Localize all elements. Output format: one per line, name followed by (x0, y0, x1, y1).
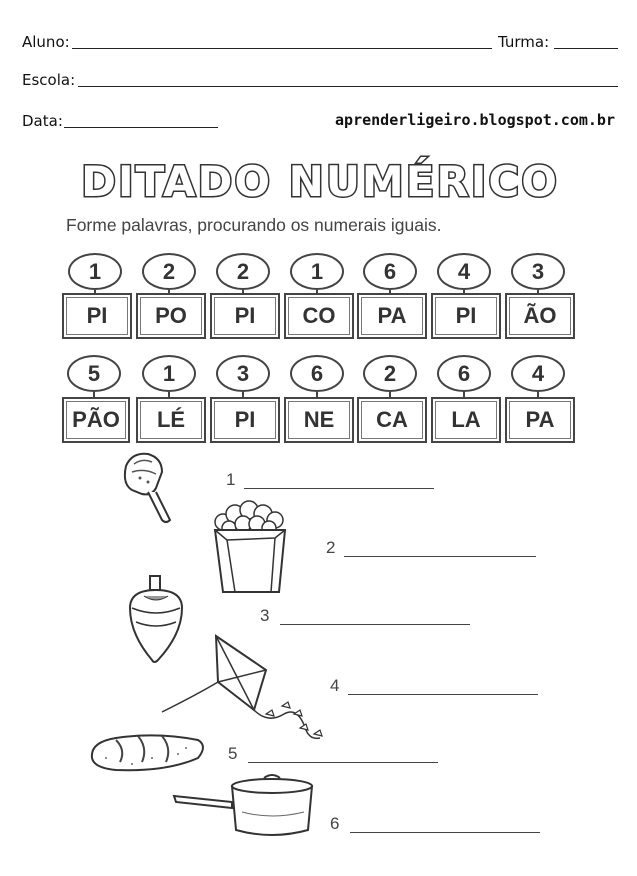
syllable-box: PI (62, 293, 132, 339)
aluno-label: Aluno: (22, 33, 70, 51)
syllable-box: ÃO (505, 293, 575, 339)
saucepan-icon (172, 772, 322, 842)
data-label: Data: (22, 112, 63, 130)
exercise-number: 1 (226, 470, 236, 489)
syllable-box: PA (357, 293, 427, 339)
number-circle: 1 (290, 253, 344, 290)
number-circle: 6 (437, 355, 491, 392)
syllable-box: PI (210, 293, 280, 339)
escola-line[interactable] (78, 86, 618, 87)
number-circle: 1 (68, 253, 122, 290)
syllable-box: LA (431, 397, 501, 443)
syllable-box: PÃO (62, 397, 130, 443)
exercise-number: 4 (330, 676, 340, 695)
turma-line[interactable] (554, 48, 618, 49)
number-circle: 3 (511, 253, 565, 290)
bread-icon (86, 728, 210, 776)
number-circle: 6 (363, 253, 417, 290)
popcorn-icon (205, 500, 295, 598)
answer-line[interactable] (344, 556, 536, 557)
instruction: Forme palavras, procurando os numerais iguais. (66, 215, 442, 235)
exercise-number: 2 (326, 538, 336, 557)
number-circle: 5 (67, 355, 121, 392)
worksheet-title (60, 150, 580, 208)
syllable-box: PA (505, 397, 575, 443)
turma-label: Turma: (498, 33, 550, 51)
answer-line[interactable] (248, 762, 438, 763)
syllable-box: NE (284, 397, 354, 443)
site-url: aprenderligeiro.blogspot.com.br (335, 111, 615, 129)
exercise-number: 6 (330, 814, 340, 833)
popsicle-icon (112, 448, 182, 528)
number-circle: 1 (142, 355, 196, 392)
answer-line[interactable] (348, 694, 538, 695)
syllable-box: PI (210, 397, 280, 443)
syllable-box: PI (431, 293, 501, 339)
answer-line[interactable] (244, 488, 434, 489)
number-circle: 4 (511, 355, 565, 392)
answer-line[interactable] (350, 832, 540, 833)
data-line[interactable] (64, 127, 218, 128)
exercise-number: 3 (260, 606, 270, 625)
number-circle: 2 (363, 355, 417, 392)
answer-line[interactable] (280, 624, 470, 625)
syllable-box: CA (357, 397, 427, 443)
number-circle: 3 (216, 355, 270, 392)
syllable-box: LÉ (136, 397, 206, 443)
number-circle: 2 (142, 253, 196, 290)
syllable-box: CO (284, 293, 354, 339)
aluno-line[interactable] (72, 48, 492, 49)
number-circle: 4 (437, 253, 491, 290)
number-circle: 6 (290, 355, 344, 392)
syllable-box: PO (136, 293, 206, 339)
number-circle: 2 (216, 253, 270, 290)
escola-label: Escola: (22, 71, 76, 89)
exercise-number: 5 (228, 744, 238, 763)
title-text: DITADO NUMÉRICO (81, 157, 559, 206)
